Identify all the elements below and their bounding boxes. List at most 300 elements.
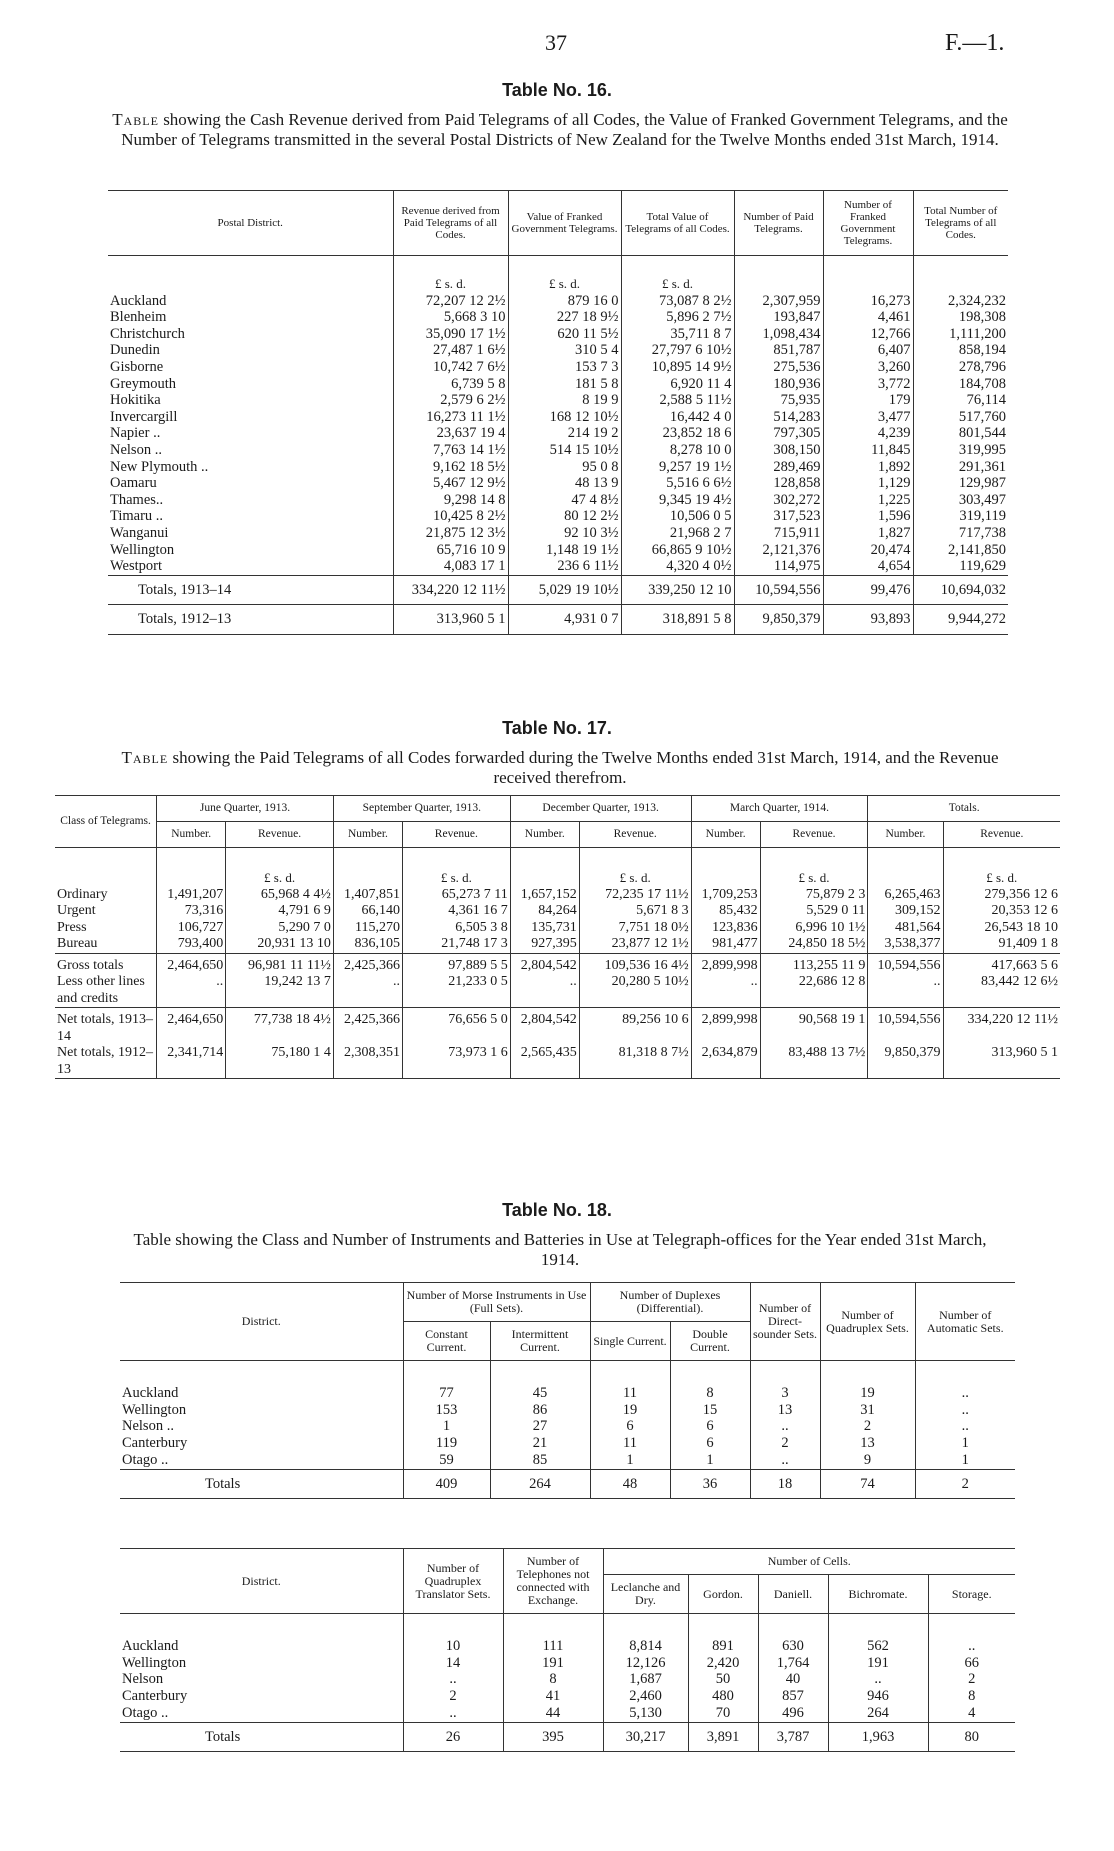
value-cell: 70 (688, 1705, 758, 1722)
value-cell: 891 (688, 1614, 758, 1655)
value-cell: 11 (590, 1435, 670, 1452)
value-cell: 65,716 10 9 (393, 542, 508, 559)
unit-label: £ s. d. (393, 256, 508, 293)
value-cell: 119,629 (913, 558, 1008, 575)
value-cell: 72,207 12 2½ (393, 293, 508, 310)
value-cell: 111 (503, 1614, 603, 1655)
value-cell: 21,748 17 3 (403, 936, 511, 953)
t18b-sub-gordon: Gordon. (688, 1575, 758, 1614)
value-cell: 2,425,366 (333, 1008, 402, 1046)
total-cell: 3,787 (758, 1722, 828, 1752)
table-row (55, 903, 1060, 920)
value-cell: 481,564 (868, 920, 943, 937)
t18a-header-morse: Number of Morse Instruments in Use (Full Sets). (403, 1283, 590, 1322)
t16-header-paid: Number of Paid Telegrams. (734, 191, 823, 256)
table-row (120, 1452, 1015, 1469)
value-cell: 6,920 11 4 (621, 376, 734, 393)
value-cell: 191 (503, 1655, 603, 1672)
table-row (120, 1655, 1015, 1672)
value-cell: 319,119 (913, 508, 1008, 525)
table-row (120, 1614, 1015, 1655)
value-cell: 27,797 6 10½ (621, 342, 734, 359)
value-cell: 90,568 19 1 (760, 1008, 868, 1046)
t17-sub-number: Number. (868, 822, 943, 848)
net2-label: Net totals, 1912–13 (55, 1045, 157, 1079)
value-cell: 83,442 12 6½ (943, 974, 1060, 1008)
value-cell: 10,425 8 2½ (393, 508, 508, 525)
value-cell: 1 (590, 1452, 670, 1469)
value-cell: 927,395 (510, 936, 579, 953)
table16-title: Table No. 16. (502, 80, 612, 100)
t18a-header-direct: Number of Direct-sounder Sets. (750, 1283, 820, 1361)
value-cell: 73,973 1 6 (403, 1045, 511, 1079)
value-cell: 19,242 13 7 (226, 974, 334, 1008)
value-cell: 3,260 (823, 359, 913, 376)
district-name: Greymouth (110, 375, 177, 392)
value-cell: 6,505 3 8 (403, 920, 511, 937)
value-cell: 129,987 (913, 475, 1008, 492)
value-cell: 19 (820, 1361, 915, 1402)
value-cell: 106,727 (157, 920, 226, 937)
t17-header-quarter: March Quarter, 1914. (691, 796, 868, 822)
t18b-sub-storage: Storage. (928, 1575, 1015, 1614)
table16 (108, 190, 1008, 635)
value-cell: 5,896 2 7½ (621, 309, 734, 326)
table-row (108, 326, 1008, 343)
totals-label: Totals (120, 1722, 403, 1752)
t18b-header-cells: Number of Cells. (603, 1549, 1015, 1575)
page-number: 37 (545, 30, 567, 55)
value-cell: 7,763 14 1½ (393, 442, 508, 459)
value-cell: .. (915, 1402, 1015, 1419)
t17-sub-revenue: Revenue. (943, 822, 1060, 848)
district-name: Timaru .. (110, 508, 164, 525)
t16-header-total-value: Total Value of Telegrams of all Codes. (621, 191, 734, 256)
value-cell: 2 (403, 1688, 503, 1705)
value-cell: 75,879 2 3 (760, 887, 868, 904)
table-row (120, 1705, 1015, 1722)
total-cell: 339,250 12 10 (621, 575, 734, 605)
value-cell: 10,742 7 6½ (393, 359, 508, 376)
value-cell: 278,796 (913, 359, 1008, 376)
district-name: New Plymouth .. (110, 458, 209, 475)
value-cell: 236 6 11½ (508, 558, 621, 575)
table-row (108, 525, 1008, 542)
value-cell: 1,657,152 (510, 887, 579, 904)
totals-label: Totals, 1912–13 (108, 605, 393, 635)
value-cell: 10,895 14 9½ (621, 359, 734, 376)
district-name: Gisborne (110, 358, 164, 375)
gross-label: Gross totals (55, 953, 157, 974)
value-cell: 851,787 (734, 342, 823, 359)
value-cell: 303,497 (913, 492, 1008, 509)
value-cell: 20,280 5 10½ (579, 974, 691, 1008)
value-cell: 4,239 (823, 425, 913, 442)
table17-caption: Table showing the Paid Telegrams of all Codes forwarded during the Twelve Months ended 31st March, 1914, and the Revenue received therefrom. (121, 748, 999, 787)
value-cell: 279,356 12 6 (943, 887, 1060, 904)
total-cell: 9,944,272 (913, 605, 1008, 635)
value-cell: 514,283 (734, 409, 823, 426)
value-cell: 2,588 5 11½ (621, 392, 734, 409)
table-row (120, 1688, 1015, 1705)
value-cell: .. (915, 1361, 1015, 1402)
district-name: Blenheim (110, 309, 167, 326)
value-cell: 41 (503, 1688, 603, 1705)
value-cell: 1 (915, 1452, 1015, 1469)
total-cell: 395 (503, 1722, 603, 1752)
value-cell: 715,911 (734, 525, 823, 542)
unit-label: £ s. d. (760, 848, 868, 887)
value-cell: 23,852 18 6 (621, 425, 734, 442)
value-cell: .. (510, 974, 579, 1008)
t17-sub-number: Number. (333, 822, 402, 848)
unit-label: £ s. d. (226, 848, 334, 887)
value-cell: 1,596 (823, 508, 913, 525)
t18b-header-translator: Number of Quadruplex Translator Sets. (403, 1549, 503, 1614)
table-row (120, 1402, 1015, 1419)
value-cell: 308,150 (734, 442, 823, 459)
value-cell: 1 (403, 1418, 490, 1435)
total-cell: 10,694,032 (913, 575, 1008, 605)
value-cell: 2,899,998 (691, 953, 760, 974)
value-cell: 14 (403, 1655, 503, 1672)
t17-header-quarter: June Quarter, 1913. (157, 796, 334, 822)
value-cell: 1,098,434 (734, 326, 823, 343)
value-cell: 47 4 8½ (508, 492, 621, 509)
value-cell: 334,220 12 11½ (943, 1008, 1060, 1046)
value-cell: 4,791 6 9 (226, 903, 334, 920)
value-cell: 89,256 10 6 (579, 1008, 691, 1046)
table-row (55, 920, 1060, 937)
value-cell: 23,877 12 1½ (579, 936, 691, 953)
district-name: Nelson (122, 1671, 164, 1688)
value-cell: 75,180 1 4 (226, 1045, 334, 1079)
value-cell: 6,407 (823, 342, 913, 359)
value-cell: 2,579 6 2½ (393, 392, 508, 409)
value-cell: 73,087 8 2½ (621, 293, 734, 310)
table-row (108, 256, 1008, 293)
value-cell: 12,766 (823, 326, 913, 343)
value-cell: 4,654 (823, 558, 913, 575)
value-cell: 630 (758, 1614, 828, 1655)
value-cell: 193,847 (734, 309, 823, 326)
value-cell: 115,270 (333, 920, 402, 937)
value-cell: 35,711 8 7 (621, 326, 734, 343)
value-cell: 97,889 5 5 (403, 953, 511, 974)
less-label: Less other lines and credits (57, 974, 145, 1006)
district-name: Christchurch (110, 325, 185, 342)
table-row (108, 508, 1008, 525)
t17-header-quarter: September Quarter, 1913. (333, 796, 510, 822)
class-label: Bureau (57, 936, 98, 951)
value-cell: 5,130 (603, 1705, 688, 1722)
table-row (108, 425, 1008, 442)
value-cell: 496 (758, 1705, 828, 1722)
class-label: Ordinary (57, 886, 108, 902)
table-row (55, 974, 1060, 1008)
t17-sub-revenue: Revenue. (579, 822, 691, 848)
value-cell: 113,255 11 9 (760, 953, 868, 974)
value-cell: 13 (820, 1435, 915, 1452)
value-cell: 514 15 10½ (508, 442, 621, 459)
district-name: Oamaru (110, 475, 157, 492)
value-cell: 562 (828, 1614, 928, 1655)
value-cell: .. (928, 1614, 1015, 1655)
value-cell: 20,931 13 10 (226, 936, 334, 953)
value-cell: 191 (828, 1655, 928, 1672)
table18-title: Table No. 18. (502, 1200, 612, 1220)
value-cell: 1 (670, 1452, 750, 1469)
value-cell: 1,491,207 (157, 887, 226, 904)
value-cell: 119 (403, 1435, 490, 1452)
value-cell: 417,663 5 6 (943, 953, 1060, 974)
t16-header-revenue: Revenue derived from Paid Telegrams of all Codes. (393, 191, 508, 256)
value-cell: 10,594,556 (868, 1008, 943, 1046)
value-cell: 180,936 (734, 376, 823, 393)
total-cell: 80 (928, 1722, 1015, 1752)
t18b-sub-leclanche: Leclanche and Dry. (603, 1575, 688, 1614)
value-cell: 1 (915, 1435, 1015, 1452)
table18-batteries (120, 1548, 1015, 1752)
table17 (55, 795, 1060, 1079)
value-cell: 65,968 4 4½ (226, 887, 334, 904)
value-cell: 65,273 7 11 (403, 887, 511, 904)
value-cell: 85 (490, 1452, 590, 1469)
value-cell: 10,594,556 (868, 953, 943, 974)
value-cell: 16,273 (823, 293, 913, 310)
value-cell: 40 (758, 1671, 828, 1688)
value-cell: 16,442 4 0 (621, 409, 734, 426)
table-row (55, 848, 1060, 887)
value-cell: 2,464,650 (157, 953, 226, 974)
value-cell: 2 (928, 1671, 1015, 1688)
t16-header-franked-number: Number of Franked Government Telegrams. (823, 191, 913, 256)
value-cell: 4,320 4 0½ (621, 558, 734, 575)
value-cell: 48 13 9 (508, 475, 621, 492)
value-cell: 981,477 (691, 936, 760, 953)
value-cell: 59 (403, 1452, 490, 1469)
unit-label: £ s. d. (943, 848, 1060, 887)
value-cell: 1,129 (823, 475, 913, 492)
value-cell: 35,090 17 1½ (393, 326, 508, 343)
value-cell: 2,565,435 (510, 1045, 579, 1079)
value-cell: 6,739 5 8 (393, 376, 508, 393)
value-cell: 15 (670, 1402, 750, 1419)
value-cell: 946 (828, 1688, 928, 1705)
value-cell: 797,305 (734, 425, 823, 442)
value-cell: 10,506 0 5 (621, 508, 734, 525)
value-cell: 128,858 (734, 475, 823, 492)
unit-label: £ s. d. (621, 256, 734, 293)
value-cell: 1,709,253 (691, 887, 760, 904)
total-cell: 5,029 19 10½ (508, 575, 621, 605)
value-cell: 1,225 (823, 492, 913, 509)
value-cell: 168 12 10½ (508, 409, 621, 426)
total-cell: 48 (590, 1469, 670, 1499)
district-name: Wellington (122, 1401, 187, 1418)
district-name: Nelson .. (122, 1418, 174, 1435)
table-row (120, 1722, 1015, 1752)
value-cell: 66,865 9 10½ (621, 542, 734, 559)
value-cell: 24,850 18 5½ (760, 936, 868, 953)
value-cell: 123,836 (691, 920, 760, 937)
total-cell: 10,594,556 (734, 575, 823, 605)
value-cell: 1,407,851 (333, 887, 402, 904)
value-cell: 5,516 6 6½ (621, 475, 734, 492)
value-cell: 5,671 8 3 (579, 903, 691, 920)
district-name: Wellington (110, 541, 175, 558)
value-cell: .. (915, 1418, 1015, 1435)
net1-label: Net totals, 1913–14 (55, 1008, 157, 1046)
value-cell: 80 12 2½ (508, 508, 621, 525)
class-label: Press (57, 919, 87, 935)
table16-caption: Table showing the Cash Revenue derived from Paid Telegrams of all Codes, the Value of Franked Government Telegrams, and the Number of Telegrams transmitted in the several Postal Districts of New Zealand for the Twelve Months ended 31st March, 1914. (112, 110, 1008, 149)
t18a-header-auto: Number of Automatic Sets. (915, 1283, 1015, 1361)
total-cell: 409 (403, 1469, 490, 1499)
table-row (108, 409, 1008, 426)
value-cell: 20,474 (823, 542, 913, 559)
value-cell: 2,634,879 (691, 1045, 760, 1079)
value-cell: 517,760 (913, 409, 1008, 426)
value-cell: 16,273 11 1½ (393, 409, 508, 426)
value-cell: 309,152 (868, 903, 943, 920)
total-cell: 93,893 (823, 605, 913, 635)
total-cell: 318,891 5 8 (621, 605, 734, 635)
t18a-header-district: District. (120, 1283, 403, 1361)
value-cell: 8 (670, 1361, 750, 1402)
value-cell: 5,668 3 10 (393, 309, 508, 326)
value-cell: 21,233 0 5 (403, 974, 511, 1008)
value-cell: 291,361 (913, 459, 1008, 476)
t18a-sub-double: Double Current. (670, 1322, 750, 1361)
value-cell: 6 (670, 1418, 750, 1435)
value-cell: 76,656 5 0 (403, 1008, 511, 1046)
table-row (108, 542, 1008, 559)
value-cell: 22,686 12 8 (760, 974, 868, 1008)
value-cell: 85,432 (691, 903, 760, 920)
value-cell: 9 (820, 1452, 915, 1469)
value-cell: 275,536 (734, 359, 823, 376)
value-cell: 181 5 8 (508, 376, 621, 393)
table17-title: Table No. 17. (502, 718, 612, 738)
value-cell: 5,467 12 9½ (393, 475, 508, 492)
value-cell: 2,308,351 (333, 1045, 402, 1079)
table-row (55, 887, 1060, 904)
value-cell: 9,162 18 5½ (393, 459, 508, 476)
value-cell: 19 (590, 1402, 670, 1419)
value-cell: 2,425,366 (333, 953, 402, 974)
district-name: Napier .. (110, 425, 161, 442)
value-cell: 2,899,998 (691, 1008, 760, 1046)
district-name: Auckland (110, 292, 167, 309)
value-cell: 4,361 16 7 (403, 903, 511, 920)
table-row (108, 558, 1008, 575)
t18b-header-district: District. (120, 1549, 403, 1614)
value-cell: 21 (490, 1435, 590, 1452)
value-cell: 12,126 (603, 1655, 688, 1672)
district-name: Nelson .. (110, 441, 162, 458)
value-cell: 86 (490, 1402, 590, 1419)
value-cell: 7,751 18 0½ (579, 920, 691, 937)
value-cell: 13 (750, 1402, 820, 1419)
value-cell: 1,827 (823, 525, 913, 542)
value-cell: 857 (758, 1688, 828, 1705)
total-cell: 334,220 12 11½ (393, 575, 508, 605)
value-cell: 214 19 2 (508, 425, 621, 442)
class-label: Urgent (57, 903, 96, 918)
total-cell: 313,960 5 1 (393, 605, 508, 635)
value-cell: 20,353 12 6 (943, 903, 1060, 920)
value-cell: 1,111,200 (913, 326, 1008, 343)
value-cell: 2 (820, 1418, 915, 1435)
value-cell: 6,265,463 (868, 887, 943, 904)
value-cell: 27 (490, 1418, 590, 1435)
value-cell: 92 10 3½ (508, 525, 621, 542)
t17-header-class: Class of Telegrams. (55, 796, 157, 848)
table-row (55, 1045, 1060, 1079)
table-row (108, 575, 1008, 605)
value-cell: 153 7 3 (508, 359, 621, 376)
value-cell: 3,477 (823, 409, 913, 426)
value-cell: 8,814 (603, 1614, 688, 1655)
value-cell: 6 (590, 1418, 670, 1435)
value-cell: 858,194 (913, 342, 1008, 359)
total-cell: 26 (403, 1722, 503, 1752)
district-name: Invercargill (110, 408, 178, 425)
value-cell: 77 (403, 1361, 490, 1402)
value-cell: 480 (688, 1688, 758, 1705)
value-cell: 2 (750, 1435, 820, 1452)
totals-label: Totals (120, 1469, 403, 1499)
t18b-sub-daniell: Daniell. (758, 1575, 828, 1614)
value-cell: 1,892 (823, 459, 913, 476)
value-cell: 2,341,714 (157, 1045, 226, 1079)
value-cell: .. (828, 1671, 928, 1688)
value-cell: 2,324,232 (913, 293, 1008, 310)
district-name: Canterbury (122, 1688, 188, 1705)
value-cell: 75,935 (734, 392, 823, 409)
value-cell: 8 (503, 1671, 603, 1688)
value-cell: 9,850,379 (868, 1045, 943, 1079)
t17-sub-revenue: Revenue. (760, 822, 868, 848)
value-cell: 8 19 9 (508, 392, 621, 409)
district-name: Otago .. (122, 1451, 169, 1468)
value-cell: .. (750, 1452, 820, 1469)
district-name: Dunedin (110, 342, 160, 359)
value-cell: 310 5 4 (508, 342, 621, 359)
value-cell: 302,272 (734, 492, 823, 509)
t17-sub-number: Number. (510, 822, 579, 848)
value-cell: 313,960 5 1 (943, 1045, 1060, 1079)
value-cell: 9,257 19 1½ (621, 459, 734, 476)
t17-header-totals: Totals. (868, 796, 1060, 822)
value-cell: 8 (928, 1688, 1015, 1705)
value-cell: 84,264 (510, 903, 579, 920)
value-cell: 3,538,377 (868, 936, 943, 953)
total-cell: 3,891 (688, 1722, 758, 1752)
value-cell: 1,148 19 1½ (508, 542, 621, 559)
unit-label: £ s. d. (403, 848, 511, 887)
t18a-sub-intermittent: Intermittent Current. (490, 1322, 590, 1361)
table-row (108, 492, 1008, 509)
value-cell: 264 (828, 1705, 928, 1722)
district-name: Wellington (122, 1654, 187, 1671)
value-cell: 227 18 9½ (508, 309, 621, 326)
unit-label: £ s. d. (579, 848, 691, 887)
t18a-sub-constant: Constant Current. (403, 1322, 490, 1361)
table-row (108, 459, 1008, 476)
table-row (120, 1671, 1015, 1688)
